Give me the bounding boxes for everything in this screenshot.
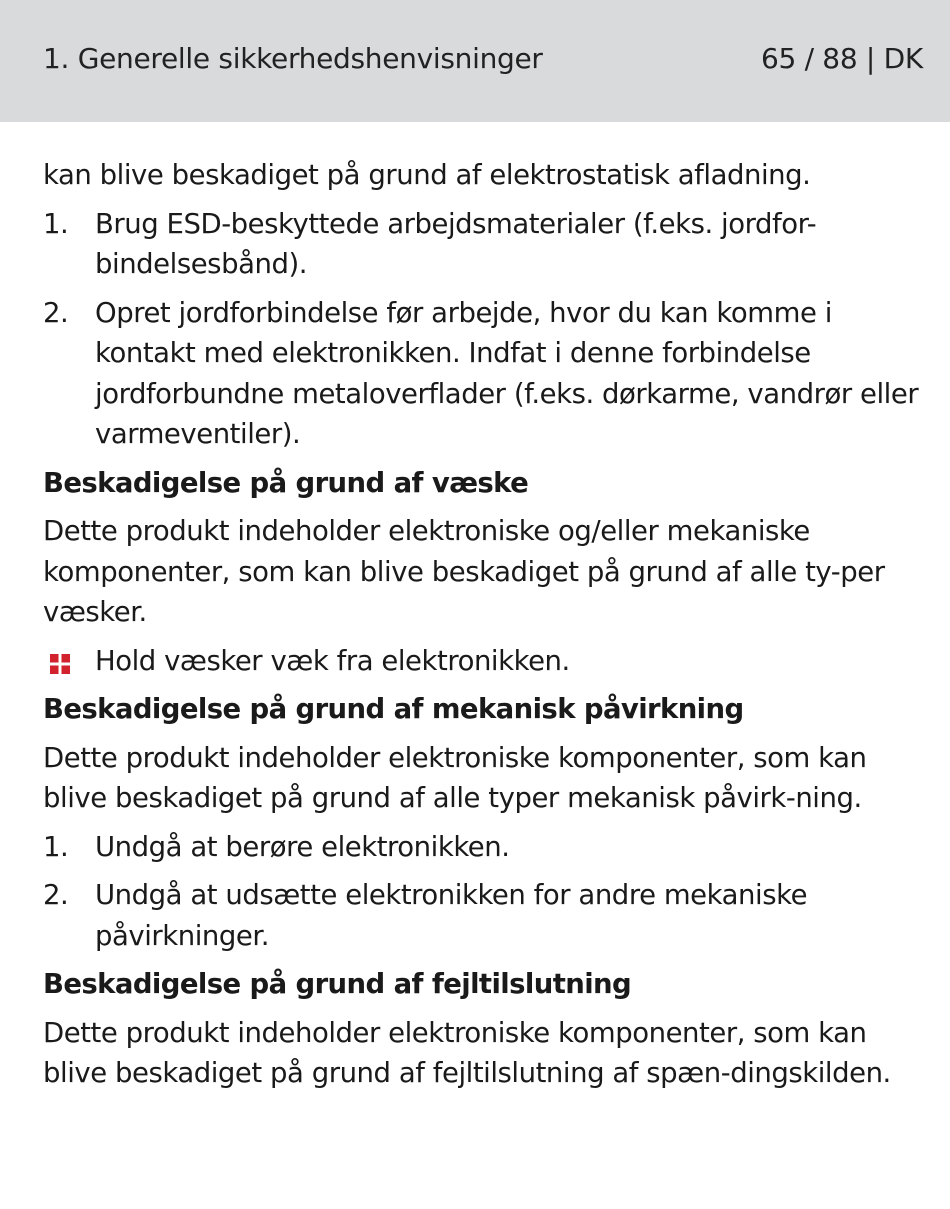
list-text: Brug ESD-beskyttede arbejdsmaterialer (f.eks. jordfor-bindelsesbånd). xyxy=(95,207,817,280)
intro-paragraph: kan blive beskadiget på grund af elektrostatisk afladning. xyxy=(43,159,811,191)
list-text: Undgå at berøre elektronikken. xyxy=(95,830,510,863)
document-body xyxy=(43,155,923,1102)
red-squares-icon xyxy=(50,654,70,674)
list-number: 2. xyxy=(43,296,69,329)
mechanical-step-2 xyxy=(43,875,923,956)
mechanical-damage-heading: Beskadigelse på grund af mekanisk påvirkning xyxy=(43,693,744,725)
section-title: 1. Generelle sikkerhedshenvisninger xyxy=(43,42,543,75)
liquid-damage-heading: Beskadigelse på grund af væske xyxy=(43,466,529,499)
list-number: 1. xyxy=(43,207,69,240)
list-text: Opret jordforbindelse før arbejde, hvor du kan komme i kontakt med elektronikken. Indfat i denne forbindelse jordforbundne metaloverflader (f.eks. dørkarme, vandrør eller varmeventiler). xyxy=(95,296,919,450)
esd-step-1 xyxy=(43,204,923,285)
liquid-bullet xyxy=(43,641,923,682)
esd-step-2 xyxy=(43,293,923,455)
mechanical-damage-paragraph: Dette produkt indeholder elektroniske komponenter, som kan blive beskadiget på grund af alle typer mekanisk påvirk-ning. xyxy=(43,741,867,814)
bullet-text: Hold væsker væk fra elektronikken. xyxy=(95,644,570,677)
list-number: 2. xyxy=(43,879,69,911)
mechanical-step-1 xyxy=(43,827,923,868)
list-number: 1. xyxy=(43,830,69,863)
page-header xyxy=(0,0,950,122)
page-number: 65 / 88 | DK xyxy=(760,42,923,75)
liquid-damage-paragraph: Dette produkt indeholder elektroniske og/eller mekaniske komponenter, som kan blive beskadiget på grund af alle ty-per væsker. xyxy=(43,515,885,628)
miswiring-damage-heading: Beskadigelse på grund af fejltilslutning xyxy=(43,968,632,1000)
list-text: Undgå at udsætte elektronikken for andre mekaniske påvirkninger. xyxy=(95,879,808,952)
miswiring-damage-paragraph: Dette produkt indeholder elektroniske komponenter, som kan blive beskadiget på grund af fejltilslutning af spæn-dingskilden. xyxy=(43,1016,891,1089)
